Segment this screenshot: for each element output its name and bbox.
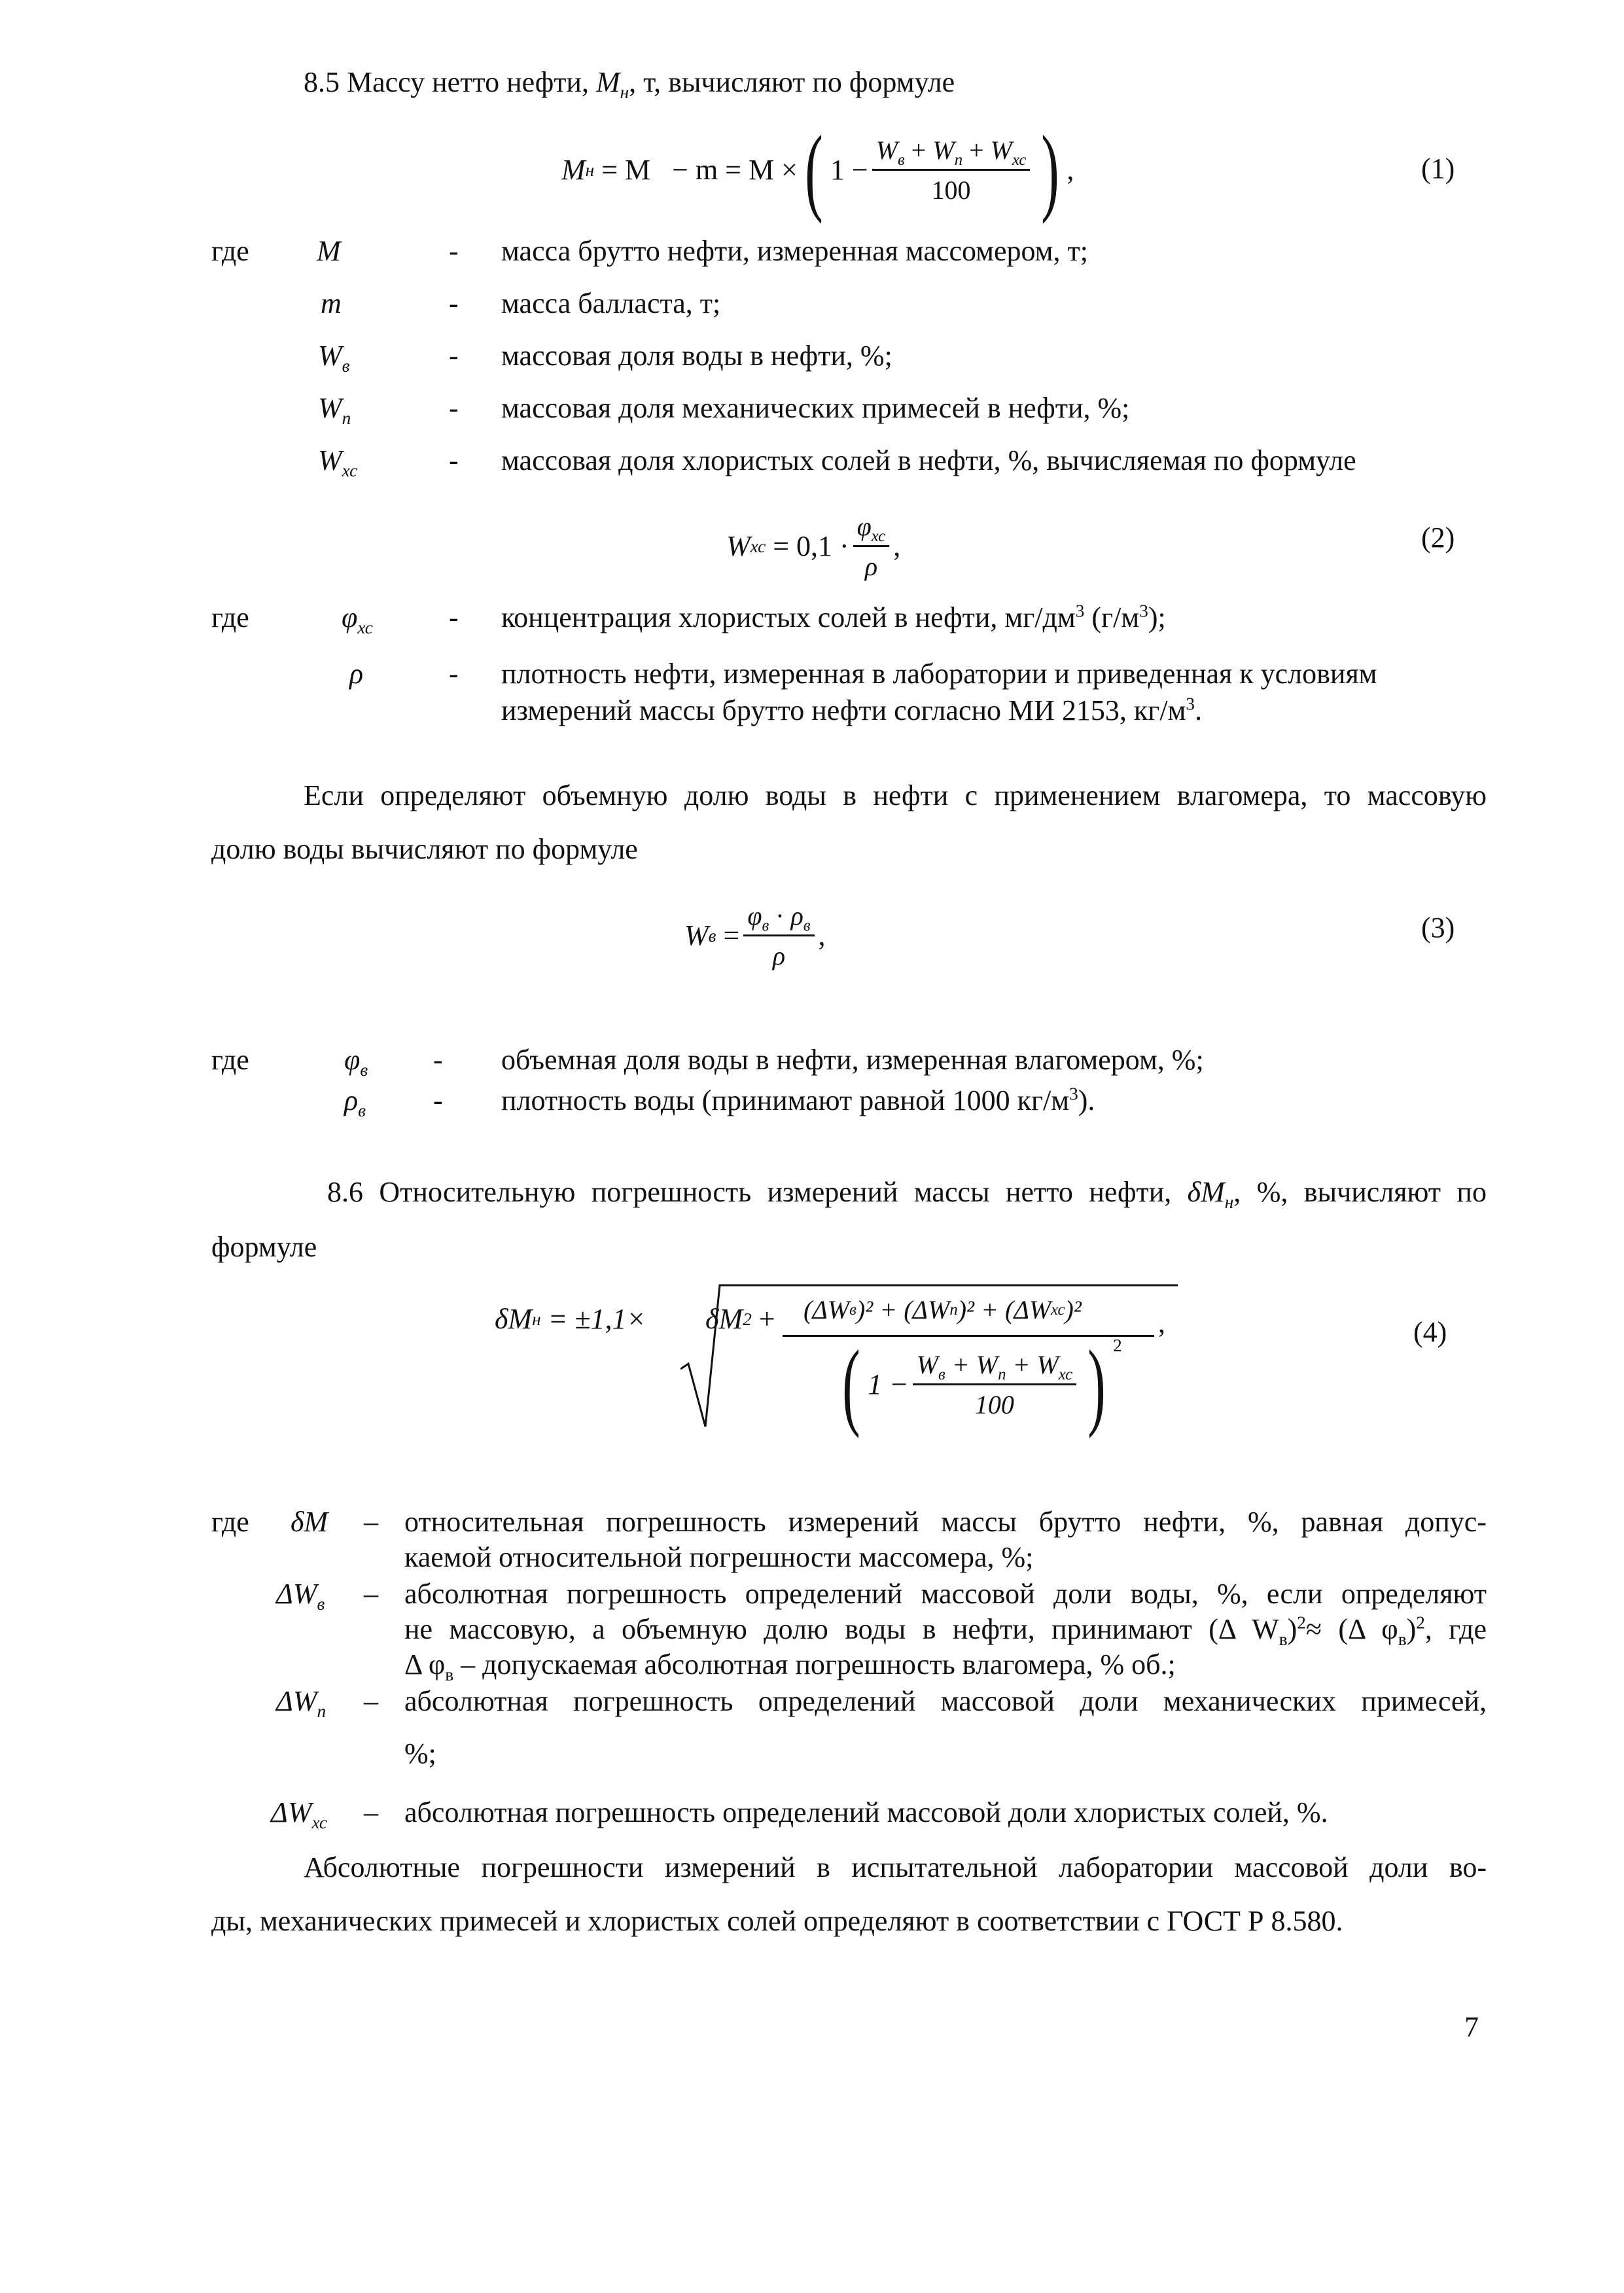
def-dash: -	[449, 658, 459, 690]
section-8-6-line2: формуле	[211, 1231, 317, 1263]
def-dash: -	[449, 340, 459, 372]
def-symbol: $W_в$	[318, 340, 350, 376]
def-symbol: δM	[291, 1506, 328, 1538]
def-dash: –	[364, 1578, 378, 1610]
equation-number-3: (3)	[1421, 912, 1455, 944]
def-symbol: $\Delta W_п$	[276, 1685, 327, 1721]
formula-4-numerator: (ΔW в )² + (ΔW п )² + (ΔW хс )²	[803, 1295, 1082, 1324]
section-8-5-intro: 8.5 Массу нетто нефти, $М_н$, т, вычисляют по формуле	[304, 66, 955, 102]
def-text: абсолютная погрешность определений массовой доли воды, %, если определяют	[404, 1578, 1487, 1610]
def-text: Δ $\varphi_в$ – допускаемая абсолютная погрешность влагомера, % об.;	[404, 1648, 1176, 1684]
fraction: $\frac{W_в + W_п + W_{хс}}{100}$	[872, 135, 1031, 206]
paragraph-volumetric-line1: Если определяют объемную долю воды в нефти с применением влагомера, то массовую	[304, 779, 1487, 811]
formula-1: M н = M − m = M × ( 1 − $\frac{W_в + W_п + W_{хс}}{100}$ ) ,	[561, 116, 1074, 224]
def-text: абсолютная погрешность определений массовой доли хлористых солей, %.	[404, 1796, 1328, 1828]
where-label: где	[211, 601, 249, 633]
def-dash: -	[433, 1084, 443, 1116]
def-text: плотность нефти, измеренная в лаборатории и приведенная к условиям	[501, 658, 1377, 690]
def-text: объемная доля воды в нефти, измеренная влагомером, %;	[501, 1044, 1204, 1076]
def-text: не массовую, а объемную долю воды в нефти, принимают (Δ $W_в)^2\approx (\Delta$ $\varphi_в)^2$, где	[404, 1612, 1487, 1649]
formula-4-comma: ,	[1158, 1307, 1165, 1339]
def-dash: -	[449, 287, 459, 319]
equation-number-4: (4)	[1413, 1316, 1447, 1348]
where-label: где	[211, 1506, 249, 1538]
paragraph-final-line2: ды, механических примесей и хлористых солей определяют в соответствии с ГОСТ Р 8.580.	[211, 1905, 1343, 1937]
def-dash: -	[449, 444, 459, 476]
def-text: концентрация хлористых солей в нефти, $мг/дм^3$ $(г/м^3)$;	[501, 601, 1166, 633]
def-dash: -	[449, 392, 459, 424]
paren-left: (	[805, 116, 823, 224]
def-text: абсолютная погрешность определений массовой доли механических примесей,	[404, 1685, 1487, 1717]
def-text: масса балласта, т;	[501, 287, 721, 319]
def-text: измерений массы брутто нефти согласно МИ 2153, $кг/м^3$.	[501, 694, 1203, 726]
page-number: 7	[1464, 2011, 1479, 2043]
def-symbol: $\varphi_в$	[344, 1044, 368, 1080]
def-dash: –	[364, 1506, 378, 1538]
def-dash: -	[449, 601, 459, 633]
def-text: массовая доля хлористых солей в нефти, %, вычисляемая по формуле	[501, 444, 1356, 476]
def-symbol: $\rho_в$	[344, 1084, 366, 1120]
def-text: масса брутто нефти, измеренная массомером, т;	[501, 235, 1088, 267]
def-dash: -	[449, 235, 459, 267]
def-symbol: ρ	[349, 658, 364, 690]
def-text: %;	[404, 1737, 436, 1769]
formula-3: W в = $\frac{\varphi_в \cdot \rho_в}{\rho}$ ,	[684, 900, 826, 970]
paren-right: )	[1041, 116, 1060, 224]
def-text: каемой относительной погрешности массомера, %;	[404, 1541, 1034, 1573]
def-symbol: $W_п$	[318, 392, 351, 428]
def-text: массовая доля механических примесей в нефти, %;	[501, 392, 1130, 424]
def-symbol: $\Delta W_{хс}$	[271, 1796, 328, 1832]
def-dash: –	[364, 1685, 378, 1717]
where-label: где	[211, 235, 249, 267]
section-8-6-line1: 8.6 Относительную погрешность измерений массы нетто нефти, $\delta М_н$, %, вычисляют по	[327, 1176, 1487, 1212]
paragraph-volumetric-line2: долю воды вычисляют по формуле	[211, 833, 638, 865]
def-text: массовая доля воды в нефти, %;	[501, 340, 892, 372]
def-dash: -	[433, 1044, 443, 1076]
def-symbol: M	[317, 235, 341, 267]
def-text: плотность воды (принимают равной 1000 $кг/м^3$).	[501, 1084, 1095, 1116]
formula-4-dm: δM 2 +	[705, 1303, 775, 1335]
where-label: где	[211, 1044, 249, 1076]
def-symbol: $\Delta W_в$	[276, 1578, 325, 1614]
paragraph-final-line1: Абсолютные погрешности измерений в испытательной лаборатории массовой доли во-	[304, 1851, 1487, 1883]
formula-4-lhs: δM н = ±1,1×	[495, 1303, 646, 1335]
equation-number-1: (1)	[1421, 152, 1455, 185]
def-symbol: $W_{хс}$	[318, 444, 358, 480]
equation-number-2: (2)	[1421, 522, 1455, 554]
def-dash: –	[364, 1796, 378, 1828]
formula-2: W хс = 0,1 · $\frac{\varphi_{хс}}{\rho}$ ,	[726, 511, 901, 581]
def-text: относительная погрешность измерений массы брутто нефти, %, равная допус-	[404, 1506, 1487, 1538]
def-symbol: $\varphi_{хс}$	[342, 601, 373, 637]
def-symbol: m	[321, 287, 342, 319]
formula-4-denominator: ( 1 − $\frac{W_в + W_п + W_{хс}}{100}$ ) 2	[842, 1330, 1122, 1439]
